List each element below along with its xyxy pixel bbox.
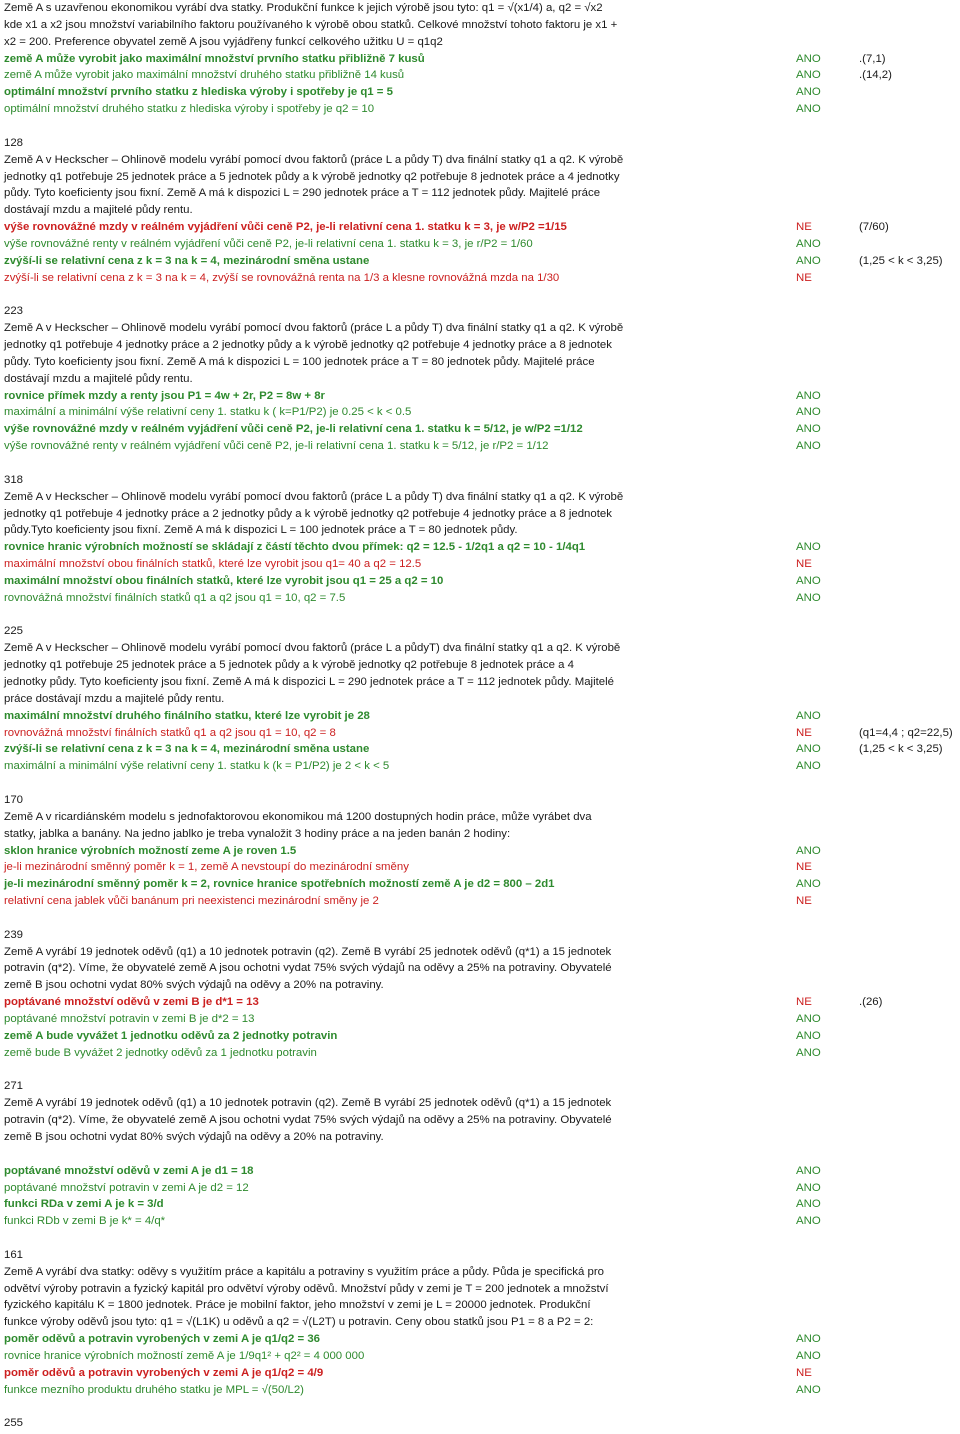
- text-line: [4, 1365, 960, 1382]
- answer-label: ANO: [796, 878, 821, 891]
- statement-text: optimální množství druhého statku z hlediska výroby i spotřeby je q2 = 10: [4, 103, 375, 116]
- text-line: [4, 0, 960, 17]
- answer-label: NE: [796, 221, 812, 234]
- paragraph-text: Země A s uzavřenou ekonomikou vyrábí dva statky. Produkční funkce k jejich výrobě jsou tyto: q1 = √(x1/4) a, q2 = √x2: [4, 2, 603, 14]
- text-line: [4, 1331, 960, 1348]
- paragraph-text: Země A vyrábí 19 jednotek oděvů (q1) a 10 jednotek potravin (q2). Země B vyrábí 25 jednotek oděvů (q*1) a 15 jednotek: [4, 945, 612, 958]
- paragraph-text: 170: [4, 793, 24, 806]
- answer-note: (1,25 < k < 3,25): [859, 743, 943, 756]
- paragraph-text: jednotky q1 potřebuje 4 jednotky práce a 2 jednotky půdy a k výrobě jednotky q2 potřebuje 4 jednotky práce a 8 jednotek: [4, 339, 612, 351]
- answer-label: ANO: [796, 86, 821, 99]
- paragraph-text: 271: [4, 1080, 24, 1093]
- answer-label: NE: [796, 861, 812, 874]
- text-line: [4, 859, 960, 876]
- paragraph-text: 239: [4, 928, 24, 941]
- paragraph-text: x2 = 200. Preference obyvatel země A jsou vyjádřeny funkcí celkového užitku U = q1q2: [4, 35, 443, 48]
- text-line: [4, 1095, 960, 1112]
- text-line: [4, 1297, 960, 1314]
- text-line: [4, 354, 960, 371]
- text-line: [4, 1348, 960, 1365]
- text-line: [4, 337, 960, 354]
- paragraph-text: Země A v ricardiánském modelu s jednofaktorovou ekonomikou má 1200 dostupných hodin práce, může vyrábet dva: [4, 810, 592, 823]
- paragraph-text: půdy. Tyto koeficienty jsou fixní. Země A má k dispozici L = 290 jednotek práce a T = 112 jednotek půdy. Majitelé práce: [4, 187, 601, 200]
- answer-note: (1,25 < k < 3,25): [859, 254, 943, 267]
- statement-text: rovnovážná množství finálních statků q1 a q2 jsou q1 = 10, q2 = 7.5: [4, 591, 346, 604]
- text-line: [4, 1163, 960, 1180]
- paragraph-text: kde x1 a x2 jsou množství variabilního faktoru používaného k výrobě obou statků. Celkové množství tohoto faktoru je x1 +: [4, 18, 618, 31]
- statement-text: optimální množství prvního statku z hlediska výroby i spotřeby je q1 = 5: [4, 86, 393, 99]
- answer-label: ANO: [796, 1333, 821, 1346]
- statement-text: funkce mezního produktu druhého statku je MPL = √(50/L2): [4, 1383, 304, 1396]
- text-line: [4, 253, 960, 270]
- text-line: [4, 388, 960, 405]
- answer-label: ANO: [796, 591, 821, 604]
- statement-text: relativní cena jablek vůči banánum pri neexistenci mezinárodní směny je 2: [4, 895, 379, 908]
- text-line: [4, 67, 960, 84]
- text-line: [4, 152, 960, 169]
- text-line: [4, 927, 960, 944]
- text-line: [4, 1382, 960, 1399]
- answer-note: .(14,2): [859, 69, 892, 82]
- blank-line: [4, 1230, 960, 1247]
- paragraph-text: půdy.Tyto koeficienty jsou fixní. Země A má k dispozici L = 100 jednotek práce a T = 80 jednotek půdy.: [4, 524, 518, 537]
- answer-label: ANO: [796, 237, 821, 250]
- paragraph-text: země B jsou ochotni vydat 80% svých výdajů na oděvy a 20% na potraviny.: [4, 1130, 384, 1143]
- statement-text: je-li mezinárodní směnný poměr k = 1, země A nevstoupí do mezinárodní směny: [4, 861, 409, 874]
- statement-text: rovnovážná množství finálních statků q1 a q2 jsou q1 = 10, q2 = 8: [4, 726, 336, 739]
- text-line: [4, 960, 960, 977]
- statement-text: je-li mezinárodní směnný poměr k = 2, rovnice hranice spotřebních možností země A je d2 = 800 – 2d1: [4, 878, 555, 891]
- text-line: [4, 539, 960, 556]
- answer-label: ANO: [796, 52, 821, 65]
- text-line: [4, 219, 960, 236]
- paragraph-text: dostávají mzdu a majitelé půdy rentu.: [4, 204, 193, 217]
- text-line: [4, 135, 960, 152]
- text-line: [4, 792, 960, 809]
- text-line: [4, 977, 960, 994]
- text-line: [4, 674, 960, 691]
- statement-text: zvýší-li se relativní cena z k = 3 na k = 4, mezinárodní směna ustane: [4, 743, 370, 756]
- statement-text: sklon hranice výrobních možností zeme A je roven 1.5: [4, 844, 297, 857]
- blank-line: [4, 607, 960, 624]
- answer-label: NE: [796, 996, 812, 1009]
- text-line: [4, 1196, 960, 1213]
- text-line: [4, 404, 960, 421]
- text-line: [4, 573, 960, 590]
- answer-label: ANO: [796, 1013, 821, 1025]
- text-line: [4, 506, 960, 523]
- answer-label: ANO: [796, 406, 821, 419]
- statement-text: rovnice hranic výrobních možností se skládají z částí těchto dvou přímek: q2 = 12.5 - 1/2q1 a q2 = 10 - 1/4q1: [4, 541, 586, 554]
- statement-text: poptávané množství potravin v zemi B je d*2 = 13: [4, 1013, 255, 1025]
- text-line: [4, 1281, 960, 1298]
- text-line: [4, 725, 960, 742]
- text-line: [4, 826, 960, 843]
- answer-label: NE: [796, 271, 812, 284]
- text-line: [4, 185, 960, 202]
- answer-note: (q1=4,4 ; q2=22,5): [859, 726, 953, 739]
- answer-label: NE: [796, 1366, 812, 1379]
- statement-text: poptávané množství oděvů v zemi B je d*1 = 13: [4, 996, 259, 1009]
- statement-text: funkci RDb v zemi B je k* = 4/q*: [4, 1215, 166, 1228]
- text-line: [4, 708, 960, 725]
- paragraph-text: Země A v Heckscher – Ohlinově modelu vyrábí pomocí dvou faktorů (práce L a půdy T) dva finální statky q1 a q2. K výrobě: [4, 153, 624, 166]
- text-line: [4, 1314, 960, 1331]
- text-line: [4, 556, 960, 573]
- paragraph-text: jednotky q1 potřebuje 25 jednotek práce a 5 jednotek půdy a k výrobě jednotky q2 potřebuje 8 jednotek práce a 4: [4, 659, 574, 672]
- text-line: [4, 640, 960, 657]
- text-line: [4, 691, 960, 708]
- paragraph-text: Země A v Heckscher – Ohlinově modelu vyrábí pomocí dvou faktorů (práce L a půdyT) dva finální statky q1 a q2. K výrobě: [4, 642, 621, 655]
- text-line: [4, 893, 960, 910]
- text-line: [4, 1045, 960, 1062]
- paragraph-text: funkce výroby oděvů jsou tyto: q1 = √(L1K) u oděvů a q2 = √(L2T) u potravin. Ceny obou statků jsou P1 = 8 a P2 = 2:: [4, 1316, 594, 1329]
- text-line: [4, 1028, 960, 1045]
- statement-text: rovnice hranice výrobních možností země A je 1/9q1² + q2² = 4 000 000: [4, 1350, 365, 1362]
- blank-line: [4, 118, 960, 135]
- paragraph-text: fyzického kapitálu K = 1800 jednotek. Práce je mobilní faktor, jeho množství v zemi je L = 20000 jednotek. Produkční: [4, 1299, 591, 1312]
- text-line: [4, 1112, 960, 1129]
- statement-text: maximální množství obou finálních statků, které lze vyrobit jsou q1 = 25 a q2 = 10: [4, 574, 444, 587]
- text-line: [4, 876, 960, 893]
- text-line: [4, 17, 960, 34]
- text-line: [4, 1129, 960, 1146]
- answer-label: ANO: [796, 1215, 821, 1228]
- paragraph-text: 225: [4, 625, 24, 638]
- text-line: [4, 1415, 960, 1432]
- answer-label: ANO: [796, 1164, 821, 1177]
- paragraph-text: země B jsou ochotni vydat 80% svých výdajů na oděvy a 20% na potraviny.: [4, 979, 384, 992]
- answer-note: (7/60): [859, 221, 889, 234]
- text-line: [4, 202, 960, 219]
- paragraph-text: Země A v Heckscher – Ohlinově modelu vyrábí pomocí dvou faktorů (práce L a půdy T) dva finální statky q1 a q2. K výrobě: [4, 322, 624, 335]
- statement-text: maximální množství obou finálních statků, které lze vyrobit jsou q1= 40 a q2 = 12.5: [4, 558, 422, 571]
- statement-text: zvýší-li se relativní cena z k = 3 na k = 4, mezinárodní směna ustane: [4, 254, 370, 267]
- paragraph-text: 223: [4, 305, 24, 318]
- blank-line: [4, 1399, 960, 1416]
- text-line: [4, 1264, 960, 1281]
- answer-label: ANO: [796, 254, 821, 267]
- text-line: [4, 371, 960, 388]
- answer-label: ANO: [796, 709, 821, 722]
- paragraph-text: 255: [4, 1417, 24, 1430]
- statement-text: výše rovnovážné mzdy v reálném vyjádření vůči ceně P2, je-li relativní cena 1. statku k = 5/12, je w/P2 =1/12: [4, 423, 583, 436]
- paragraph-text: 128: [4, 136, 24, 149]
- paragraph-text: odvětví výroby potravin a fyzický kapitál pro odvětví výroby oděvů. Množství půdy v zemi je T = 200 jednotek a množství: [4, 1282, 609, 1295]
- paragraph-text: 161: [4, 1248, 24, 1261]
- answer-label: ANO: [796, 423, 821, 436]
- paragraph-text: Země A vyrábí 19 jednotek oděvů (q1) a 10 jednotek potravin (q2). Země B vyrábí 25 jednotek oděvů (q*1) a 15 jednotek: [4, 1097, 612, 1110]
- text-line: [4, 1011, 960, 1028]
- answer-label: ANO: [796, 1383, 821, 1396]
- answer-label: ANO: [796, 743, 821, 756]
- statement-text: poměr oděvů a potravin vyrobených v zemi A je q1/q2 = 4/9: [4, 1366, 324, 1379]
- text-line: [4, 472, 960, 489]
- text-line: [4, 489, 960, 506]
- text-line: [4, 843, 960, 860]
- answer-label: ANO: [796, 844, 821, 857]
- statement-text: země bude B vyvážet 2 jednotky oděvů za 1 jednotku potravin: [4, 1046, 317, 1059]
- answer-label: ANO: [796, 1350, 821, 1362]
- paragraph-text: práce dostávají mzdu a majitelé půdy rentu.: [4, 692, 225, 705]
- answer-note: .(26): [859, 996, 883, 1009]
- answer-label: ANO: [796, 541, 821, 554]
- statement-text: výše rovnovážné renty v reálném vyjádření vůči ceně P2, je-li relativní cena 1. statku k = 5/12, je r/P2 = 1/12: [4, 440, 549, 453]
- text-line: [4, 101, 960, 118]
- paragraph-text: 318: [4, 473, 24, 486]
- answer-label: ANO: [796, 760, 821, 773]
- paragraph-text: potravin (q*2). Víme, že obyvatelé země A jsou ochotni vydat 75% svých výdajů na oděvy a 25% na potraviny. Obyvatelé: [4, 962, 612, 975]
- text-line: [4, 421, 960, 438]
- paragraph-text: potravin (q*2). Víme, že obyvatelé země A jsou ochotni vydat 75% svých výdajů na oděvy a 25% na potraviny. Obyvatelé: [4, 1114, 612, 1127]
- statement-text: zvýší-li se relativní cena z k = 3 na k = 4, zvýší se rovnovážná renta na 1/3 a klesne rovnovážná mzda na 1/30: [4, 271, 560, 284]
- blank-line: [4, 910, 960, 927]
- paragraph-text: jednotky q1 potřebuje 4 jednotky práce a 2 jednotky půdy a k výrobě jednotky q2 potřebuje 4 jednotky práce a 8 jednotek: [4, 507, 612, 520]
- statement-text: výše rovnovážné mzdy v reálném vyjádření vůči ceně P2, je-li relativní cena 1. statku k = 3, je w/P2 =1/15: [4, 221, 567, 234]
- statement-text: maximální a minimální výše relativní ceny 1. statku k (k = P1/P2) je 2 < k < 5: [4, 760, 390, 773]
- statement-text: poptávané množství potravin v zemi A je d2 = 12: [4, 1181, 249, 1194]
- text-line: [4, 34, 960, 51]
- statement-text: poptávané množství oděvů v zemi A je d1 = 18: [4, 1164, 254, 1177]
- text-line: [4, 1078, 960, 1095]
- answer-note: .(7,1): [859, 52, 886, 65]
- text-line: [4, 623, 960, 640]
- text-line: [4, 236, 960, 253]
- answer-label: ANO: [796, 69, 821, 82]
- text-line: [4, 1180, 960, 1197]
- answer-label: ANO: [796, 440, 821, 453]
- paragraph-text: půdy. Tyto koeficienty jsou fixní. Země A má k dispozici L = 100 jednotek práce a T = 80 jednotek půdy. Majitelé práce: [4, 355, 595, 368]
- statement-text: maximální a minimální výše relativní ceny 1. statku k ( k=P1/P2) je 0.25 < k < 0.5: [4, 406, 412, 419]
- blank-line: [4, 775, 960, 792]
- blank-line: [4, 286, 960, 303]
- answer-label: NE: [796, 726, 812, 739]
- text-line: [4, 809, 960, 826]
- text-line: [4, 169, 960, 186]
- text-line: [4, 320, 960, 337]
- answer-label: ANO: [796, 1046, 821, 1059]
- blank-line: [4, 455, 960, 472]
- paragraph-text: dostávají mzdu a majitelé půdy rentu.: [4, 372, 193, 385]
- text-line: [4, 994, 960, 1011]
- answer-label: NE: [796, 558, 812, 571]
- statement-text: výše rovnovážné renty v reálném vyjádření vůči ceně P2, je-li relativní cena 1. statku k = 3, je r/P2 = 1/60: [4, 237, 533, 250]
- statement-text: maximální množství druhého finálního statku, které lze vyrobit je 28: [4, 709, 370, 722]
- paragraph-text: jednotky půdy. Tyto koeficienty jsou fixní. Země A má k dispozici L = 290 jednotek práce a T = 112 jednotek půdy. Majitelé: [4, 676, 614, 688]
- statement-text: poměr oděvů a potravin vyrobených v zemi A je q1/q2 = 36: [4, 1333, 320, 1346]
- statement-text: země A bude vyvážet 1 jednotku oděvů za 2 jednotky potravin: [4, 1029, 338, 1042]
- answer-label: ANO: [796, 1198, 821, 1211]
- text-line: [4, 1213, 960, 1230]
- text-line: [4, 84, 960, 101]
- statement-text: rovnice přímek mzdy a renty jsou P1 = 4w + 2r, P2 = 8w + 8r: [4, 389, 325, 402]
- text-line: [4, 741, 960, 758]
- text-line: [4, 270, 960, 287]
- statement-text: země A může vyrobit jako maximální množství druhého statku přibližně 14 kusů: [4, 69, 405, 82]
- text-line: [4, 438, 960, 455]
- statement-text: země A může vyrobit jako maximální množství prvního statku přibližně 7 kusů: [4, 52, 425, 65]
- answer-label: ANO: [796, 574, 821, 587]
- paragraph-text: Země A vyrábí dva statky: oděvy s využitím práce a kapitálu a potraviny s využitím práce a půdy. Půda je specifická pro: [4, 1265, 604, 1278]
- answer-label: ANO: [796, 389, 821, 402]
- text-line: [4, 657, 960, 674]
- text-line: [4, 1247, 960, 1264]
- paragraph-text: statky, jablka a banány. Na jedno jablko je treba vynaložit 3 hodiny práce a na jeden banán 2 hodiny:: [4, 827, 511, 840]
- paragraph-text: Země A v Heckscher – Ohlinově modelu vyrábí pomocí dvou faktorů (práce L a půdy T) dva finální statky q1 a q2. K výrobě: [4, 490, 624, 503]
- text-line: [4, 51, 960, 68]
- text-line: [4, 758, 960, 775]
- blank-line: [4, 1146, 960, 1163]
- paragraph-text: jednotky q1 potřebuje 25 jednotek práce a 5 jednotek půdy a k výrobě jednotky q2 potřebuje 8 jednotek práce a 4 jednotky: [4, 170, 620, 183]
- text-line: [4, 944, 960, 961]
- blank-line: [4, 1062, 960, 1079]
- text-line: [4, 522, 960, 539]
- text-line: [4, 590, 960, 607]
- answer-label: ANO: [796, 103, 821, 116]
- answer-label: ANO: [796, 1181, 821, 1194]
- answer-label: NE: [796, 895, 812, 908]
- answer-label: ANO: [796, 1029, 821, 1042]
- statement-text: funkci RDa v zemi A je k = 3/d: [4, 1198, 164, 1211]
- text-line: [4, 303, 960, 320]
